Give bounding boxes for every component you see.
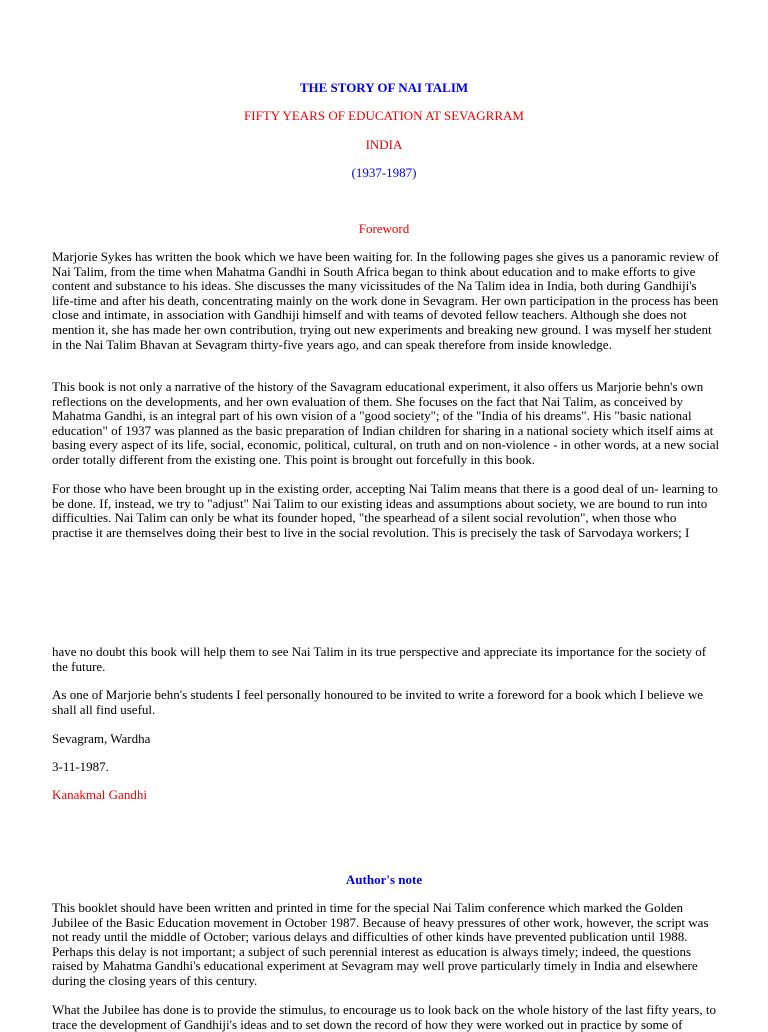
- foreword-paragraph-3: For those who have been brought up in the existing order, accepting Nai Talim means that there is a good deal of un- learning to be done. If, instead, we try to "adjust" Nai Talim to our existing ideas and assumptions about society, we are bound to run into difficulties. Nai Talim can only be what its founder hoped, "the spearhead of a silent social revolution", when those who practise it are themselves doing their best to live in the social revolution. This is precisely the task of Sarvodaya workers; I: [52, 481, 718, 540]
- authors-note-paragraph-1: This booklet should have been written and printed in time for the special Nai Talim conference which marked the Golden Jubilee of the Basic Education movement in October 1987. Because of heavy pressures of other work, however, the script was not ready until the middle of October; various delays and difficulties of other kinds have prevented publication until 1988. Perhaps this delay is not important; a subject of such perennial interest as education is always timely; indeed, the questions raised by Mahatma Gandhi's educational experiment at Sevagram may well prove particularly timely in India and elsewhere during the closing years of this century.: [52, 900, 709, 988]
- book-title: THE STORY OF NAI TALIM: [299, 80, 469, 95]
- foreword-signature: Kanakmal Gandhi: [52, 787, 147, 802]
- authors-note-paragraph-2: What the Jubilee has done is to provide the stimulus, to encourage us to look back on the whole history of the last fifty years, to trace the development of Gandhiji's ideas and to set down the record of how they were worked out in practice by some of: [52, 1002, 716, 1032]
- authors-note-heading: Author's note: [345, 872, 423, 887]
- book-years: (1937-1987): [351, 165, 417, 180]
- foreword-paragraph-2: This book is not only a narrative of the history of the Savagram educational experiment, it also offers us Marjorie behn's own reflections on the developments, and her own evaluation of them. She focuses on the fact that Nai Talim, as conceived by Mahatma Gandhi, is an integral part of his own vision of a "good society"; of the "India of his dreams". His "basic national education" of 1937 was planned as the basic preparation of Indian children for sharing in a national society which itself aims at basing every aspect of its life, social, economic, political, cultural, on truth and on non-violence - in other words, at a new social order totally different from the existing one. This point is brought out forcefully in this book.: [52, 379, 720, 467]
- book-country: INDIA: [365, 137, 403, 152]
- foreword-date: 3-11-1987.: [52, 759, 109, 774]
- foreword-paragraph-1: Marjorie Sykes has written the book which we have been waiting for. In the following pages she gives us a panoramic review of Nai Talim, from the time when Mahatma Gandhi in South Africa began to think about education and to make efforts to give content and substance to his ideas. She discusses the many vicissitudes of the Na Talim idea in India, both during Gandhiji's life-time and after his death, concentrating mainly on the work done in Sevagram. Her own participation in the process has been close and intimate, in association with Gandhiji himself and with teams of devoted fellow teachers. Although she does not mention it, she has made her own contribution, trying out new experiments and breaking new ground. I was myself her student in the Nai Talim Bhavan at Sevagram thirty-five years ago, and can speak therefore from inside knowledge.: [52, 249, 719, 352]
- foreword-heading: Foreword: [358, 221, 410, 236]
- book-subtitle: FIFTY YEARS OF EDUCATION AT SEVAGRRAM: [244, 108, 524, 123]
- foreword-paragraph-4: have no doubt this book will help them to see Nai Talim in its true perspective and appreciate its importance for the society of the future.: [52, 644, 707, 674]
- foreword-place: Sevagram, Wardha: [52, 731, 151, 746]
- foreword-paragraph-5: As one of Marjorie behn's students I feel personally honoured to be invited to write a foreword for a book which I believe we shall all find useful.: [52, 687, 704, 717]
